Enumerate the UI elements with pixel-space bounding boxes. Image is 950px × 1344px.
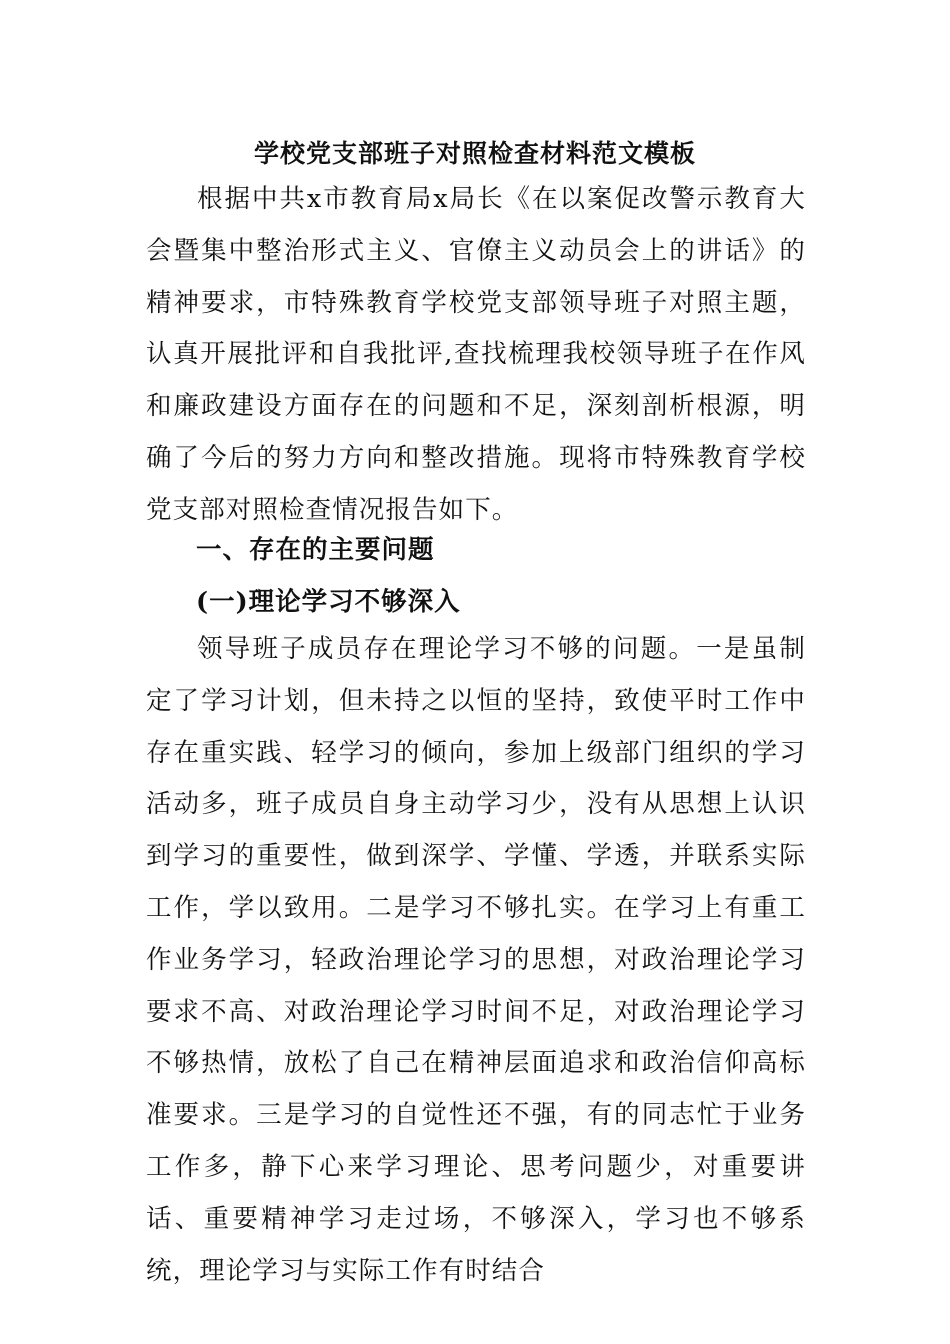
section-heading: 一、存在的主要问题 [196,535,435,565]
intro-paragraph: 根据中共x市教育局x局长《在以案促改警示教育大会暨集中整治形式主义、官僚主义动员会上的讲话》的精神要求，市特殊教育学校党支部领导班子对照主题，认真开展批评和自我批评,查找梳理我校领导班子在作风和廉政建设方面存在的问题和不足，深刻剖析根源，明确了今后的努力方向和整改措施。现将市特殊教育学校党支部对照检查情况报告如下。 [146,184,806,525]
study-paragraph-block [146,624,806,1297]
study-paragraph: 领导班子成员存在理论学习不够的问题。一是虽制定了学习计划，但未持之以恒的坚持，致使平时工作中存在重实践、轻学习的倾向，参加上级部门组织的学习活动多，班子成员自身主动学习少，没有从思想上认识到学习的重要性，做到深学、学懂、学透，并联系实际工作，学以致用。二是学习不够扎实。在学习上有重工作业务学习，轻政治理论学习的思想，对政治理论学习要求不高、对政治理论学习时间不足，对政治理论学习不够热情，放松了自己在精神层面追求和政治信仰高标准要求。三是学习的自觉性还不强，有的同志忙于业务工作多，静下心来学习理论、思考问题少，对重要讲话、重要精神学习走过场，不够深入，学习也不够系统，理论学习与实际工作有时结合 [146,634,806,1286]
intro-paragraph-block [146,174,806,537]
subsection-heading: (一)理论学习不够深入 [196,587,461,617]
document-title: 学校党支部班子对照检查材料范文模板 [253,139,696,168]
